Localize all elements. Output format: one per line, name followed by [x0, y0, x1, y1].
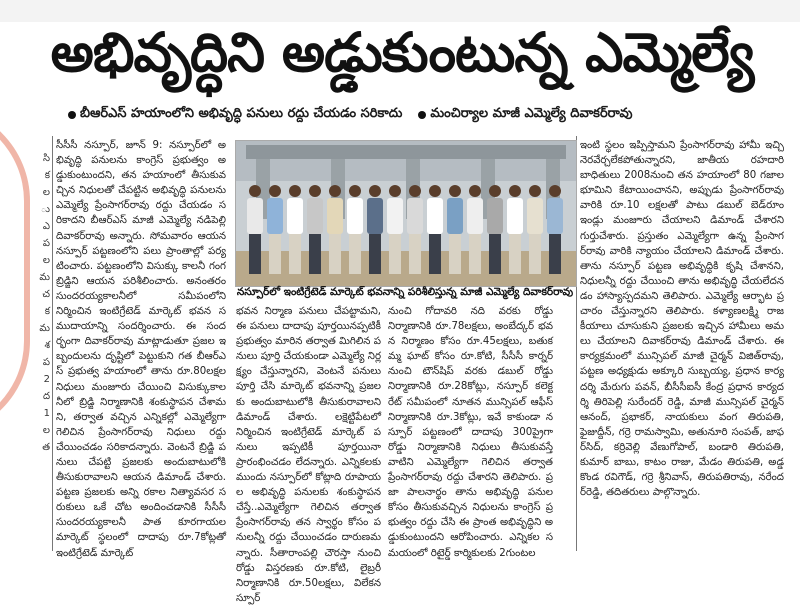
person-figure: [367, 185, 383, 274]
fragment-line: ల: [42, 255, 50, 266]
fragment-line: ల: [42, 425, 50, 436]
fragment-line: ప: [42, 357, 50, 368]
fragment-line: ద: [42, 391, 50, 402]
subheadline-row: [68, 103, 788, 127]
fragment-line: క: [44, 170, 50, 181]
person-figure: [287, 185, 303, 274]
fragment-line: ు: [40, 204, 50, 215]
bullet-icon: [68, 111, 76, 119]
person-figure: [507, 185, 523, 274]
person-figure: [267, 185, 283, 274]
fragment-line: మ: [39, 323, 50, 334]
person-figure: [527, 185, 543, 274]
person-figure: [307, 185, 323, 274]
article-column-2: భవన నిర్మాణ పనులు చేపట్టామని, ఈ పనులు దాదాపు పూర్తయినప్పటికీ ప్రభుత్వం మారిన తర్వాత మిగిలిన పనులు పూర్తి చేయకుండా ఎమ్మెల్యే నిర్లక్ష్యం చేస్తున్నారని, వెంటనే పనులు పూర్తి చేసి మార్కెట్ భవనాన్ని ప్రజలకు అందుబాటులోకి తీసుకురావాలని డిమాండ్ చేశారు. లక్షెట్టిపేటలో నిర్మించిన ఇంటిగ్రేటెడ్ మార్కెట్ పనులు ఇప్పటికీ పూర్తయినా ప్రారంభించడం లేదన్నారు. ఎన్నికలకు ముందు నస్పూర్‌లో కోట్లాది రూపాయల అభివృద్ధి పనులకు శంకుస్థాపన చేస్తే..ఎమ్మెల్యేగా గెలిచిన తర్వాత ప్రేంసాగర్‌రావు తన స్వార్థం కోసం పనులన్నీ రద్దు చేయించడం దారుణమన్నారు. సీతారాంపల్లి చౌరస్తా నుంచి రోడ్డు విస్తరణకు రూ.కోటి, లైబ్రరీ నిర్మాణానికి రూ.50లక్షలు, విలేకనస్పూర్: [236, 306, 381, 604]
bullet-icon: [418, 111, 426, 119]
building-and-people-photo: [236, 141, 576, 286]
article-column-1: సీసీసీ నస్పూర్, జూన్ 9: నస్పూర్‌లో అభివృద్ధి పనులను కాంగ్రెస్ ప్రభుత్వం అడ్డుకుంటుందని, తన హయాంలో తీసుకువచ్చిన నిధులతో చేపట్టిన అభివృద్ధి పనులను ఎమ్మెల్యే ప్రేంసాగర్‌రావు రద్దు చేయడం సరికాదని బీఆర్ఎస్ మాజీ ఎమ్మెల్యే నడిపెల్లి దివాకర్‌రావు అన్నారు. సోమవారం ఆయన నస్పూర్ పట్టణంలోని పలు ప్రాంతాల్లో పర్యటించారు. పట్టణంలోని విసుక్కు కాలనీ గంగ బ్రిడ్జిని ఆయన పరిశీలించారు. అనంతరం సుందరయ్యకాలనీలో సమీపంలోని నిర్మించిన ఇంటిగ్రేటెడ్ మార్కెట్ భవన సముదాయాన్ని సందర్శించారు. ఈ సందర్భంగా దివాకర్‌రావు మాట్లాడుతూ ప్రజల ఇబ్బందులను దృష్టిలో పెట్టుకుని గత బీఆర్ఎస్ ప్రభుత్వ హయాంలో తాను రూ.80లక్షల నిధులు మంజూరు చేయించి విసుక్కుకాలనీలో బ్రిడ్జి నిర్మాణానికి శంకుస్థాపన చేశామని, తర్వాత వచ్చిన ఎన్నికల్లో ఎమ్మెల్యేగా గెలిచిన ప్రేంసాగర్‌రావు నిధులు రద్దు చేయించడం సరికాదన్నారు. వెంటనే బ్రిడ్జి పనులు చేపట్టి ప్రజలకు అందుబాటులోకి తీసుకురావాలని ఆయన డిమాండ్ చేశారు. పట్టణ ప్రజలకు అన్ని రకాల నిత్యావసర సరుకులు ఒకే చోట అందించడానికి సీసీసీ సుందరయ్యకాలనీ పాత కూరగాయల మార్కెట్ స్థలంలో దాదాపు రూ.7కోట్లతో ఇంటిగ్రేటెడ్ మార్కెట్: [56, 140, 226, 559]
news-photo: [235, 140, 577, 287]
person-figure: [547, 185, 563, 274]
headline: అభివృద్ధిని అడ్డుకుంటున్న ఎమ్మెల్యే: [50, 21, 754, 84]
fragment-line: శ: [44, 340, 50, 351]
column-rule: [52, 136, 53, 551]
photo-caption: నస్పూర్‌లో ఇంటిగ్రేటెడ్ మార్కెట్ భవనాన్ని పరిశీలిస్తున్న మాజీ ఎమ్మెల్యే దివాకర్‌రావు: [236, 286, 574, 298]
fragment-line: చ: [42, 289, 50, 300]
fragment-line: త: [42, 442, 50, 453]
fragment-line: 2: [43, 374, 50, 385]
person-figure: [447, 185, 463, 274]
fragment-line: మ: [39, 272, 50, 283]
fragment-line: ప: [42, 238, 50, 249]
top-strip: [0, 0, 800, 22]
fragment-line: ఎ: [42, 221, 50, 232]
adjacent-article-fragment: [0, 150, 50, 456]
person-figure: [487, 185, 503, 274]
person-figure: [247, 185, 263, 274]
subheadline-2: [418, 103, 632, 127]
subheadline-1-text: బీఆర్ఎస్ హయాంలోని అభివృద్ధి పనులు రద్దు చేయడం సరికాదు: [80, 106, 403, 121]
person-figure: [407, 185, 423, 274]
fragment-line: సి: [42, 153, 50, 164]
subheadline-1: [68, 103, 402, 127]
person-figure: [347, 185, 363, 274]
person-figure: [427, 185, 443, 274]
person-figure: [387, 185, 403, 274]
fragment-line: ల: [42, 187, 50, 198]
article-column-3: నుంచి గోదావరి నది వరకు రోడ్డు నిర్మాణానికి రూ.78లక్షలు, అంబేద్కర్ భవన నిర్మాణం కోసం రూ.45లక్షలు, బతుకమ్మ ఘాట్ కోసం రూ.కోటి, సీసీసీ కార్నర్ నుంచి టౌన్‌షిప్ వరకు డబుల్ రోడ్డు నిర్మాణానికి రూ.28కోట్లు, నస్పూర్ కలెక్టరేట్ సమీపంలో నూతన మున్సిపల్ ఆఫీస్ నిర్మాణానికి రూ.3కోట్లు, ఇవే కాకుండా నస్పూర్ పట్టణంలో దాదాపు 300ప్రైగా రోడ్డు నిర్మాణానికి నిధులు తీసుకువస్తే వాటిని ఎమ్మెల్యేగా గెలిచిన తర్వాత ప్రేంసాగర్‌రావు రద్దు చేశారని తెలిపారు. ప్రజా పాలనార్థం తాను అభివృద్ధి పనుల కోసం తీసుకువచ్చిన నిధులను కాంగ్రెస్ ప్రభుత్వం రద్దు చేసి ఈ ప్రాంత అభివృద్ధిని అడ్డుకుంటుందని ఆరోపించారు. ఎన్నికల సమయంలో రిటైర్డ్ కార్మికులకు 2గుంటల: [388, 306, 553, 559]
person-figure: [327, 185, 343, 274]
fragment-line: 1: [43, 408, 50, 419]
person-figure: [467, 185, 483, 274]
fragment-line: క: [44, 306, 50, 317]
subheadline-2-text: మంచిర్యాల మాజీ ఎమ్మెల్యే దివాకర్‌రావు: [430, 106, 633, 121]
article-column-4: ఇంటి స్థలం ఇప్పిస్తామని ప్రేంసాగర్‌రావు హామీ ఇచ్చి నెరవేర్చలేకపోతున్నారని, జాతీయ రహదారి బాధితులు 2008నుంచి తన హయాంలో 80 గజాల భూమిని కేటాయించానని, అప్పుడు ప్రేంసాగర్‌రావు వారికి రూ.10 లక్షలతో పాటు డబుల్ బెడ్‌రూం ఇండ్లు మంజూరు చేయాలని డిమాండ్ చేశారని గుర్తుచేశారు. ప్రస్తుతం ఎమ్మెల్యేగా ఉన్న ప్రేంసాగర్‌రావు వారికి న్యాయం చేయాలని డిమాండ్ చేశారు. తాను నస్పూర్ పట్టణ అభివృద్ధికి కృషి చేశానని, నిధులన్నీ రద్దు చేయించి తాను అభివృద్ధి చేయలేదనడం హాస్యాస్పదమని తెలిపారు. ఎమ్మెల్యే ఆర్భాట ప్రచారం చేస్తున్నారని తెలిపారు. కళ్యాణలక్ష్మి రాజకీయాలు చూసుకుని ప్రజలకు ఇచ్చిన హామీలు అమలు చేయాలని దివాకర్‌రావు డిమాండ్ చేశారు. ఈ కార్యక్రమంలో మున్సిపల్ మాజీ చైర్మన్ విజిత్‌రావు, పట్టణ అధ్యక్షుడు అక్కూరి సుబ్బయ్య, ప్రధాన కార్యదర్శి మేరుగు పవన్, బీసీసీఐసీ కేంద్ర ప్రధాన కార్యదర్శి తిరిపెల్లి సురేందర్ రెడ్డి, మాజీ మున్సిపల్ చైర్మన్ ఆనంద్, ప్రభాకర్, నాయకులు వంగ తిరుపతి, ఫైజుద్దీన్, గర్రె రామస్వామి, అతునూరి సంపత్, జాఫర్‌సిద్, కర్రివెల్లి వేణుగోపాల్, బండారి తిరుపతి, కుమార్ బాబు, కాటం రాజు, మేడం తిరుపతి, అడ్డకొండ రవిగౌడ్, గర్రె శ్రీనివాస్, తిరుపతిరావు, నరేందర్‌రెడ్డి, తదితరులు పాల్గొన్నారు.: [580, 140, 784, 499]
